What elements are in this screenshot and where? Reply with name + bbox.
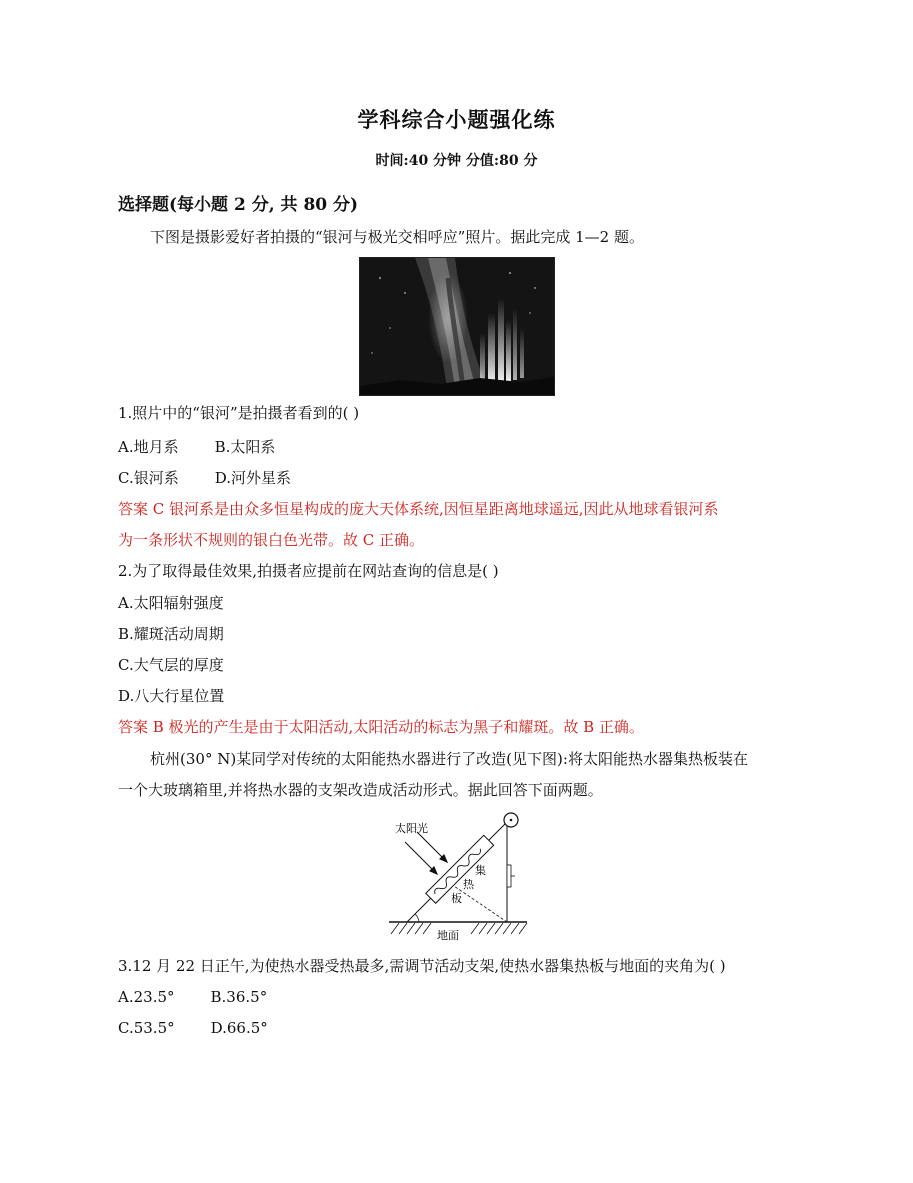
question-1-options-row-2 <box>118 467 291 488</box>
ground-label: 地面 <box>437 929 459 942</box>
option-c: C.53.5° <box>118 1019 175 1037</box>
question-1-stem: 1.照片中的“银河”是拍摄者看到的( ) <box>118 404 360 422</box>
option-a: A.太阳辐射强度 <box>118 594 224 612</box>
answer-2: 答案 B 极光的产生是由于太阳活动,太阳活动的标志为黑子和耀斑。故 B 正确。 <box>118 718 644 736</box>
option-b: B.耀斑活动周期 <box>118 625 224 643</box>
page-title: 学科综合小题强化练 <box>357 107 556 132</box>
option-d: D.66.5° <box>210 1019 268 1037</box>
solar-heater-diagram <box>385 810 530 942</box>
answer-1-line-2: 为一条形状不规则的银白色光带。故 C 正确。 <box>118 531 425 549</box>
option-b: B.36.5° <box>210 988 268 1006</box>
intro-paragraph-1: 下图是摄影爱好者拍摄的“银河与极光交相呼应”照片。据此完成 1—2 题。 <box>150 228 644 246</box>
intro-paragraph-2-line-2: 一个大玻璃箱里,并将热水器的支架改造成活动形式。据此回答下面两题。 <box>118 781 603 799</box>
option-d: D.八大行星位置 <box>118 687 225 705</box>
question-3-options-row-2 <box>118 1019 268 1037</box>
question-3-stem: 3.12 月 22 日正午,为使热水器受热最多,需调节活动支架,使热水器集热板与地面的夹角为( ) <box>118 957 726 975</box>
sunlight-label: 太阳光 <box>395 822 428 835</box>
option-c: C.银河系 <box>118 469 179 487</box>
panel-label-3: 板 <box>451 892 462 905</box>
panel-label-1: 集 <box>475 864 486 877</box>
question-2-stem: 2.为了取得最佳效果,拍摄者应提前在网站查询的信息是( ) <box>118 562 499 580</box>
question-3-options-row-1 <box>118 988 267 1006</box>
option-b: B.太阳系 <box>214 438 276 456</box>
option-d: D.河外星系 <box>214 469 291 487</box>
option-c: C.大气层的厚度 <box>118 656 224 674</box>
answer-1-line-1: 答案 C 银河系是由众多恒星构成的庞大天体系统,因恒星距离地球遥远,因此从地球看银河系 <box>118 500 719 518</box>
panel-label-2: 热 <box>463 878 474 891</box>
time-score-info: 时间:40 分钟 分值:80 分 <box>375 153 538 169</box>
milky-way-aurora-photo <box>359 257 555 396</box>
option-a: A.23.5° <box>118 988 175 1006</box>
intro-paragraph-2-line-1: 杭州(30° N)某同学对传统的太阳能热水器进行了改造(见下图):将太阳能热水器集热板装在 <box>150 750 748 768</box>
section-heading: 选择题(每小题 2 分, 共 80 分) <box>118 195 359 215</box>
option-a: A.地月系 <box>118 438 179 456</box>
question-1-options-row-1 <box>118 436 275 457</box>
